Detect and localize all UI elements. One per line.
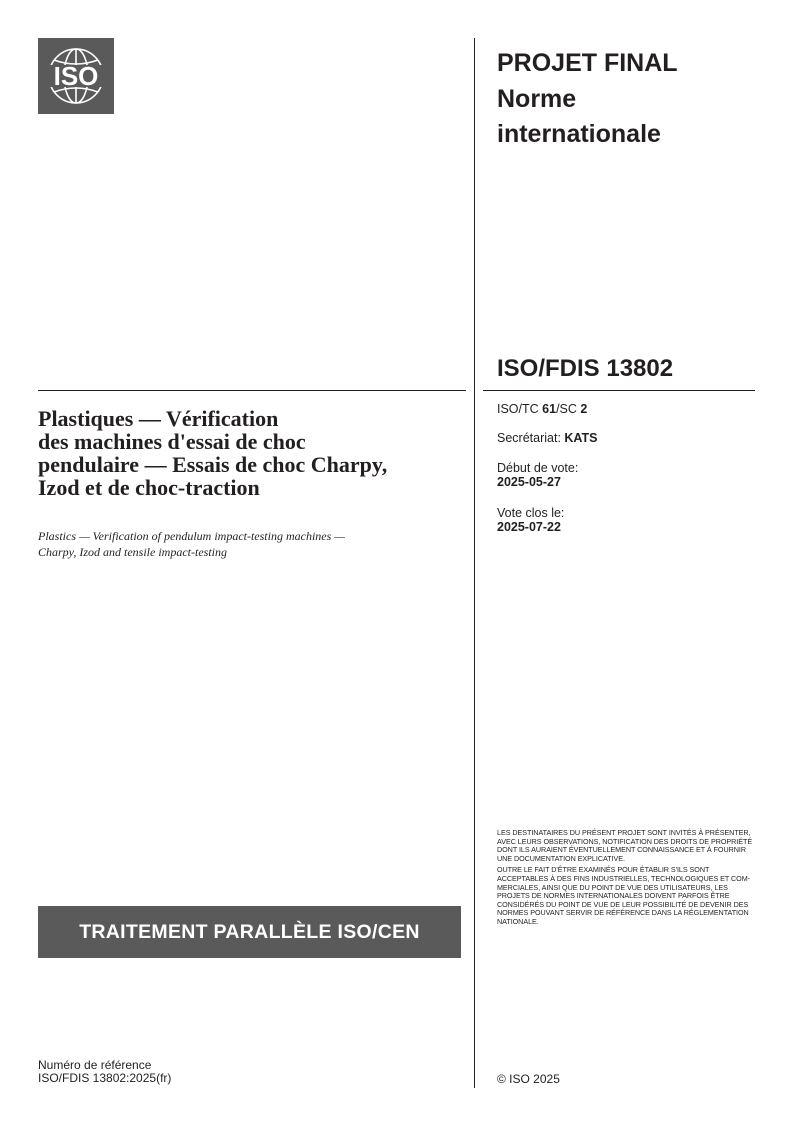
french-title-line: pendulaire — Essais de choc Charpy, [38,452,388,477]
notice-paragraph-1: LES DESTINATAIRES DU PRÉSENT PROJET SONT INVITÉS À PRÉSENTER, AVEC LEURS OBSERVATIONS, NOTIFICATION DES DROITS DE PROPRIÉTÉ DONT ILS AURAIENT ÉVENTUELLEMENT CONNAISSANCE ET À FOURNIR UNE DOCUMENTATION EXPLICATIVE. [497,828,753,863]
vertical-divider [474,38,475,1088]
english-title-line: Charpy, Izod and tensile impact-testing [38,545,227,559]
secretariat [497,431,757,445]
vote-end [497,506,757,534]
copyright-notice: © ISO 2025 [497,1072,560,1086]
iso-logo [38,38,114,114]
committee-reference [497,402,757,416]
french-title [38,407,458,499]
french-title-line: Izod et de choc-traction [38,475,260,500]
vote-start-label: Début de vote: [497,461,579,475]
vote-end-date: 2025-07-22 [497,520,561,534]
notice-paragraph-2: OUTRE LE FAIT D'ÊTRE EXAMINÉS POUR ÉTABLIR S'ILS SONT ACCEPTABLES À DES FINS INDUSTRIELLES, TECHNOLOGIQUES ET COM-MERCIALES, AINSI QUE DU POINT DE VUE DES UTILISATEURS, LES PROJETS DE NORMES INTERNATIONALES DOIVENT PARFOIS ÊTRE CONSIDÉRÉS DU POINT DE VUE DE LEUR POSSIBILITÉ DE DEVENIR DES NORMES POUVANT SERVIR DE RÉFÉRENCE DANS LA RÉGLEMENTATION NATIONALE. [497,865,751,926]
draft-notice [497,829,759,930]
english-title [38,528,458,560]
globe-icon [38,38,114,114]
right-horizontal-rule [483,390,755,391]
logo-text: ISO [53,61,99,91]
status-line-2: Norme [497,85,577,113]
committee-prefix: ISO/TC [497,402,543,416]
english-title-line: Plastics — Verification of pendulum impact-testing machines — [38,529,345,543]
status-line-1: PROJET FINAL [497,49,678,77]
french-title-line: des machines d'essai de choc [38,429,306,454]
parallel-processing-banner: TRAITEMENT PARALLÈLE ISO/CEN [38,906,461,958]
secretariat-label: Secrétariat: [497,431,565,445]
reference-number [38,1059,338,1085]
left-horizontal-rule [38,390,466,391]
french-title-line: Plastiques — Vérification [38,406,279,431]
committee-sc: 2 [580,402,588,416]
document-status [497,46,767,152]
reference-value: ISO/FDIS 13802:2025(fr) [38,1071,172,1085]
secretariat-value: KATS [564,431,598,445]
reference-label: Numéro de référence [38,1058,152,1072]
vote-start-date: 2025-05-27 [497,475,561,489]
status-line-3: internationale [497,120,661,148]
committee-tc: 61 [542,402,557,416]
vote-end-label: Vote clos le: [497,506,565,520]
committee-sep: /SC [556,402,581,416]
vote-start [497,461,757,489]
document-number: ISO/FDIS 13802 [497,355,674,382]
